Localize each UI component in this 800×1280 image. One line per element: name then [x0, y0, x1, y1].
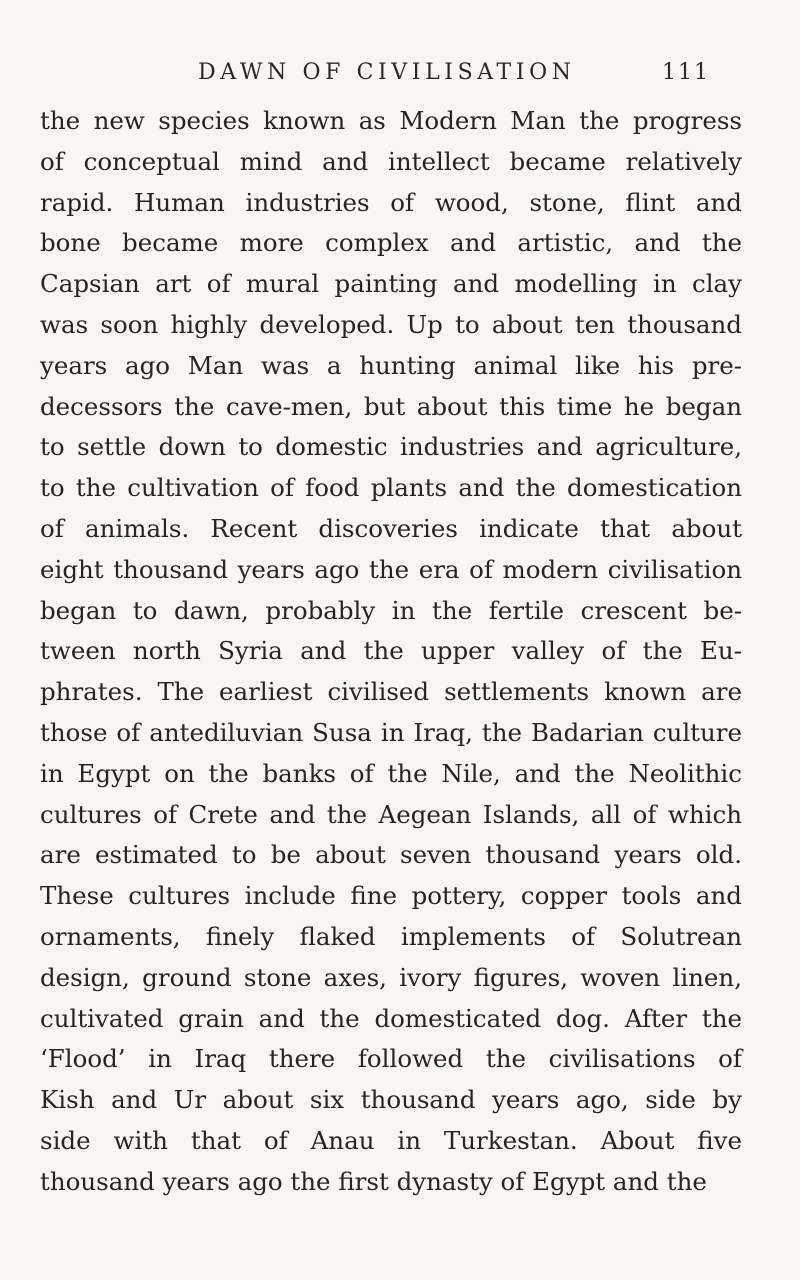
text-line: of animals. Recent discoveries indicate that about	[40, 513, 742, 543]
text-line: These cultures include fine pottery, copper tools and	[40, 881, 742, 911]
text-line: tween north Syria and the upper valley of the Eu-	[40, 636, 742, 666]
text-line: the new species known as Modern Man the progress	[40, 106, 742, 135]
text-line: are estimated to be about seven thousand years old.	[40, 840, 742, 870]
text-line: side with that of Anau in Turkestan. About five	[40, 1125, 742, 1155]
text-line: years ago Man was a hunting animal like his pre-	[40, 350, 742, 380]
text-line: Kish and Ur about six thousand years ago, side by	[40, 1085, 742, 1115]
text-line: cultivated grain and the domesticated dog. After the	[40, 1003, 742, 1033]
text-line: in Egypt on the banks of the Nile, and the Neolithic	[40, 758, 742, 788]
text-line: of conceptual mind and intellect became relatively	[40, 146, 742, 176]
text-line: to the cultivation of food plants and the domestication	[40, 473, 742, 503]
text-line: ‘Flood’ in Iraq there followed the civilisations of	[40, 1044, 742, 1074]
text-line: was soon highly developed. Up to about ten thousand	[40, 309, 742, 339]
running-header	[0, 56, 800, 92]
text-line: ornaments, finely flaked implements of Solutrean	[40, 921, 742, 951]
text-line: thousand years ago the first dynasty of Egypt and the	[40, 1166, 707, 1196]
text-line: began to dawn, probably in the fertile crescent be-	[40, 595, 742, 625]
text-line: Capsian art of mural painting and modelling in clay	[40, 269, 742, 299]
text-line: phrates. The earliest civilised settlements known are	[40, 677, 742, 707]
text-line: rapid. Human industries of wood, stone, flint and	[40, 187, 742, 217]
text-line: bone became more complex and artistic, and the	[40, 228, 742, 258]
text-line: cultures of Crete and the Aegean Islands, all of which	[40, 799, 742, 829]
text-line: to settle down to domestic industries and agriculture,	[40, 432, 742, 462]
text-line: design, ground stone axes, ivory figures, woven linen,	[40, 962, 742, 992]
page-number: 111	[662, 60, 710, 85]
body-paragraph	[40, 101, 742, 1203]
text-line: those of antediluvian Susa in Iraq, the Badarian culture	[40, 717, 742, 747]
text-line: decessors the cave-men, but about this time he began	[40, 391, 742, 421]
running-title: DAWN OF CIVILISATION	[198, 60, 576, 85]
text-line: eight thousand years ago the era of modern civilisation	[40, 554, 742, 584]
